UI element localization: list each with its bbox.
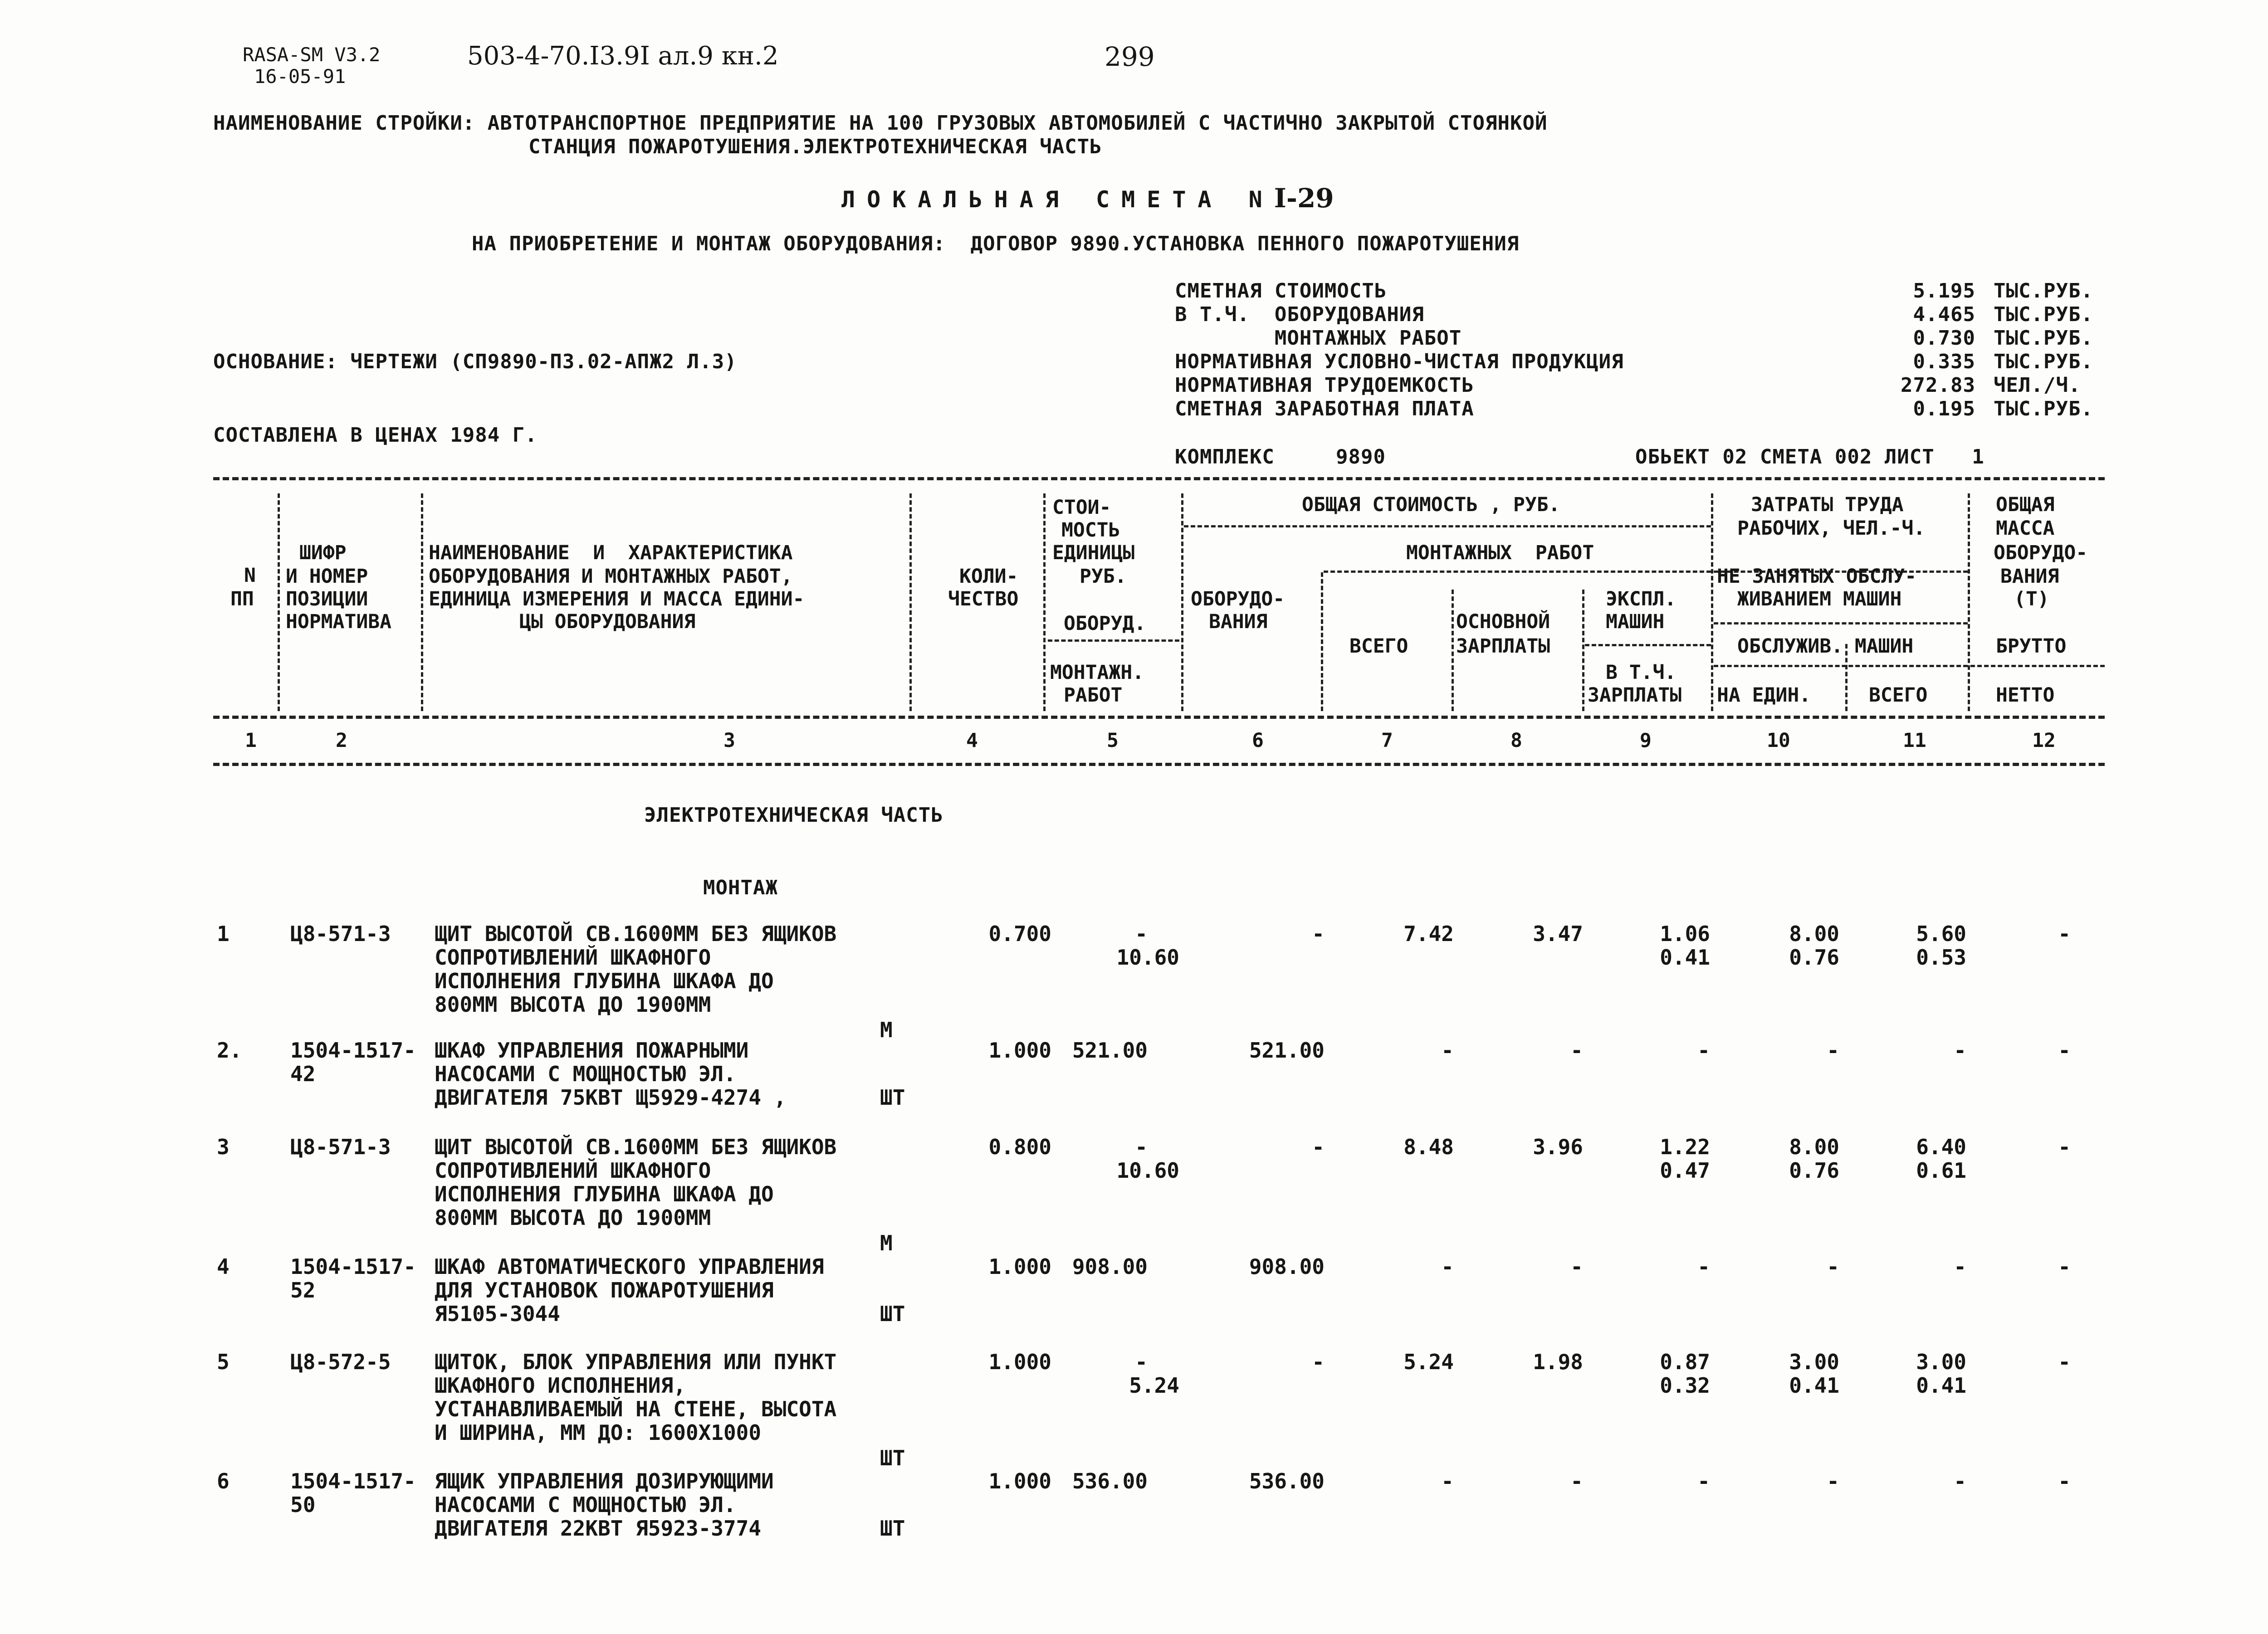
labor-per-unit: - xyxy=(1827,1469,1839,1493)
hdr-code: НОРМАТИВА xyxy=(286,610,391,633)
construction-name: НАИМЕНОВАНИЕ СТРОЙКИ: АВТОТРАНСПОРТНОЕ ПРЕДПРИЯТИЕ НА 100 ГРУЗОВЫХ АВТОМОБИЛЕЙ С ЧАСТИЧНО ЗАКРЫТОЙ СТОЯНКОЙ xyxy=(213,112,1548,135)
rule-header-bottom xyxy=(213,716,2105,719)
hdr-mass: НЕТТО xyxy=(1996,684,2055,707)
labor-per-unit: - xyxy=(1827,1254,1839,1279)
col-separator xyxy=(421,493,423,711)
rule-inner xyxy=(1970,665,2105,667)
item-description: НАСОСАМИ С МОЩНОСТЬЮ ЭЛ. xyxy=(435,1493,736,1517)
item-description: ШКАФ АВТОМАТИЧЕСКОГО УПРАВЛЕНИЯ xyxy=(435,1254,824,1279)
col-separator xyxy=(1181,493,1183,711)
hdr-base-wage: ОСНОВНОЙ xyxy=(1456,610,1550,633)
item-description: ЩИТ ВЫСОТОЙ СВ.1600ММ БЕЗ ЯЩИКОВ xyxy=(435,922,837,946)
complex-label: КОМПЛЕКС xyxy=(1175,445,1275,468)
hdr-desc: НАИМЕНОВАНИЕ И ХАРАКТЕРИСТИКА xyxy=(429,541,793,564)
mass: - xyxy=(2058,1469,2071,1493)
summary-value: 0.195 xyxy=(1913,397,1975,420)
labor-per-unit: 8.00 xyxy=(1789,922,1839,946)
item-description: ЩИТОК, БЛОК УПРАВЛЕНИЯ ИЛИ ПУНКТ xyxy=(435,1350,837,1374)
col-separator xyxy=(1968,493,1970,711)
installation-total: - xyxy=(1441,1038,1454,1063)
item-unit: М xyxy=(880,1018,893,1042)
item-unit: ШТ xyxy=(880,1516,905,1541)
item-description: ШКАФНОГО ИСПОЛНЕНИЯ, xyxy=(435,1373,686,1398)
col-separator xyxy=(1711,493,1713,711)
unit-cost-installation: 10.60 xyxy=(1116,1158,1179,1183)
rule-inner xyxy=(1585,644,1711,646)
quantity: 0.800 xyxy=(988,1135,1051,1159)
labor-total: - xyxy=(1954,1469,1966,1493)
summary-label: НОРМАТИВНАЯ УСЛОВНО-ЧИСТАЯ ПРОДУКЦИЯ xyxy=(1175,350,1624,373)
rule-inner xyxy=(1714,665,1968,667)
equipment-cost: 521.00 xyxy=(1249,1038,1325,1063)
hdr-machines: ЗАРПЛАТЫ xyxy=(1588,684,1682,707)
hdr-unit-cost: РУБ. xyxy=(1080,565,1127,588)
machine-labor-total: 0.41 xyxy=(1916,1373,1966,1398)
summary-unit: ТЫС.РУБ. xyxy=(1994,327,2093,350)
col-separator xyxy=(1452,590,1454,711)
base-wage: - xyxy=(1570,1038,1583,1063)
machine-labor-total: 0.61 xyxy=(1916,1158,1966,1183)
machine-wage: 0.47 xyxy=(1660,1158,1710,1183)
summary-value: 272.83 xyxy=(1901,374,1975,397)
item-description: ШКАФ УПРАВЛЕНИЯ ПОЖАРНЫМИ xyxy=(435,1038,749,1063)
base-wage: 3.47 xyxy=(1533,922,1583,946)
hdr-labor-sub: ЖИВАНИЕМ МАШИН xyxy=(1737,588,1902,610)
item-description: 800ММ ВЫСОТА ДО 1900ММ xyxy=(435,1205,711,1230)
summary-unit: ТЫС.РУБ. xyxy=(1994,397,2093,420)
hdr-mass: МАССА xyxy=(1996,517,2055,540)
hdr-unit-cost: МОНТАЖН. xyxy=(1050,661,1144,684)
hdr-equipment: ВАНИЯ xyxy=(1209,610,1268,633)
basis: ОСНОВАНИЕ: ЧЕРТЕЖИ (СП9890-П3.02-АПЖ2 Л.3) xyxy=(213,350,737,373)
summary-label: СМЕТНАЯ СТОИМОСТЬ xyxy=(1175,279,1387,302)
mass: - xyxy=(2058,1350,2071,1374)
norm-code: 1504-1517- xyxy=(290,1038,416,1063)
equipment-cost: 536.00 xyxy=(1249,1469,1325,1493)
page-number: 299 xyxy=(1105,41,1155,72)
hdr-total: ВСЕГО xyxy=(1349,635,1408,658)
column-number: 6 xyxy=(1252,729,1264,752)
hdr-mass: БРУТТО xyxy=(1996,635,2067,658)
column-number: 9 xyxy=(1640,729,1652,752)
unit-cost-installation: 5.24 xyxy=(1129,1373,1179,1398)
item-unit: М xyxy=(880,1231,893,1255)
hdr-mass: (Т) xyxy=(2014,588,2049,610)
summary-label: НОРМАТИВНАЯ ТРУДОЕМКОСТЬ xyxy=(1175,374,1474,397)
norm-code: Ц8-571-3 xyxy=(290,922,391,946)
equipment-cost: 908.00 xyxy=(1249,1254,1325,1279)
machine-labor-per-unit: 0.76 xyxy=(1789,1158,1839,1183)
rule-numbers-bottom xyxy=(213,763,2105,766)
hdr-machines: ЭКСПЛ. xyxy=(1606,588,1677,610)
machine-cost: - xyxy=(1697,1469,1710,1493)
row-number: 4 xyxy=(217,1254,230,1279)
hdr-unit-cost: МОСТЬ xyxy=(1061,519,1120,541)
norm-code-cont: 50 xyxy=(290,1493,316,1517)
object-sheet: ОБЬЕКТ 02 СМЕТА 002 ЛИСТ 1 xyxy=(1635,445,1984,468)
row-number: 1 xyxy=(217,922,230,946)
subsection-title: МОНТАЖ xyxy=(703,876,778,899)
machine-cost: - xyxy=(1697,1038,1710,1063)
mass: - xyxy=(2058,1135,2071,1159)
hdr-desc: ЕДИНИЦА ИЗМЕРЕНИЯ И МАССА ЕДИНИ- xyxy=(429,588,805,610)
item-description: ДВИГАТЕЛЯ 22КВТ Я5923-3774 xyxy=(435,1516,762,1541)
machine-wage: 0.41 xyxy=(1660,945,1710,970)
item-description: ИСПОЛНЕНИЯ ГЛУБИНА ШКАФА ДО xyxy=(435,1182,774,1206)
rule-top xyxy=(213,477,2105,480)
base-wage: 1.98 xyxy=(1533,1350,1583,1374)
norm-code: 1504-1517- xyxy=(290,1469,416,1493)
equipment-cost: - xyxy=(1312,1350,1325,1374)
labor-total: 6.40 xyxy=(1916,1135,1966,1159)
item-unit: ШТ xyxy=(880,1085,905,1110)
summary-unit: ТЫС.РУБ. xyxy=(1994,303,2093,326)
quantity: 1.000 xyxy=(988,1038,1051,1063)
hdr-mass: ОБОРУДО- xyxy=(1994,541,2088,564)
col-separator xyxy=(278,493,280,711)
unit-cost-equipment: - xyxy=(1135,1135,1148,1159)
section-title: ЭЛЕКТРОТЕХНИЧЕСКАЯ ЧАСТЬ xyxy=(644,804,943,827)
equipment-cost: - xyxy=(1312,1135,1325,1159)
labor-per-unit: - xyxy=(1827,1038,1839,1063)
hdr-labor-sub: НЕ ЗАНЯТЫХ ОБСЛУ- xyxy=(1717,565,1917,588)
col-separator xyxy=(1043,493,1046,711)
machine-cost: 1.06 xyxy=(1660,922,1710,946)
hdr-code: ПОЗИЦИИ xyxy=(286,588,368,610)
machine-cost: 1.22 xyxy=(1660,1135,1710,1159)
item-description: УСТАНАВЛИВАЕМЫЙ НА СТЕНЕ, ВЫСОТА xyxy=(435,1397,837,1421)
base-wage: - xyxy=(1570,1469,1583,1493)
hdr-qty: ЧЕСТВО xyxy=(948,588,1019,610)
summary-label: СМЕТНАЯ ЗАРАБОТНАЯ ПЛАТА xyxy=(1175,397,1474,420)
hdr-labor-sub: ОБСЛУЖИВ. МАШИН xyxy=(1737,635,1914,658)
item-description: СОПРОТИВЛЕНИЙ ШКАФНОГО xyxy=(435,1158,711,1183)
mass: - xyxy=(2058,1038,2071,1063)
hdr-unit-cost: ОБОРУД. xyxy=(1064,612,1146,635)
base-wage: 3.96 xyxy=(1533,1135,1583,1159)
base-wage: - xyxy=(1570,1254,1583,1279)
row-number: 5 xyxy=(217,1350,230,1374)
rule-inner xyxy=(1184,525,1711,527)
labor-total: 3.00 xyxy=(1916,1350,1966,1374)
price-level: СОСТАВЛЕНА В ЦЕНАХ 1984 Г. xyxy=(213,424,538,447)
rule-inner xyxy=(1714,622,1968,624)
row-number: 6 xyxy=(217,1469,230,1493)
machine-cost: 0.87 xyxy=(1660,1350,1710,1374)
unit-cost-equipment: - xyxy=(1135,1350,1148,1374)
column-number: 2 xyxy=(336,729,347,752)
summary-label: В Т.Ч. ОБОРУДОВАНИЯ xyxy=(1175,303,1424,326)
machine-labor-per-unit: 0.41 xyxy=(1789,1373,1839,1398)
column-number: 1 xyxy=(245,729,257,752)
item-description: ДЛЯ УСТАНОВОК ПОЖАРОТУШЕНИЯ xyxy=(435,1278,774,1302)
summary-unit: ТЫС.РУБ. xyxy=(1994,350,2093,373)
hdr-unit-cost: СТОИ- xyxy=(1052,496,1111,519)
row-number: 2. xyxy=(217,1038,242,1063)
summary-value: 0.335 xyxy=(1913,350,1975,373)
installation-total: - xyxy=(1441,1469,1454,1493)
quantity: 1.000 xyxy=(988,1254,1051,1279)
quantity: 1.000 xyxy=(988,1469,1051,1493)
item-description: 800ММ ВЫСОТА ДО 1900ММ xyxy=(435,992,711,1017)
hdr-installation: МОНТАЖНЫХ РАБОТ xyxy=(1406,541,1594,564)
summary-label: МОНТАЖНЫХ РАБОТ xyxy=(1175,327,1462,350)
unit-cost-equipment: 536.00 xyxy=(1072,1469,1148,1493)
estimate-subtitle: НА ПРИОБРЕТЕНИЕ И МОНТАЖ ОБОРУДОВАНИЯ: ДОГОВОР 9890.УСТАНОВКА ПЕННОГО ПОЖАРОТУШЕНИЯ xyxy=(472,232,1520,255)
hdr-n: N xyxy=(244,564,256,587)
norm-code-cont: 42 xyxy=(290,1062,316,1086)
column-number: 4 xyxy=(966,729,978,752)
complex-value: 9890 xyxy=(1336,445,1386,468)
unit-cost-installation: 10.60 xyxy=(1116,945,1179,970)
labor-total: 5.60 xyxy=(1916,922,1966,946)
col-separator xyxy=(1582,590,1584,711)
machine-labor-per-unit: 0.76 xyxy=(1789,945,1839,970)
col-separator xyxy=(909,493,912,711)
item-description: ЩИТ ВЫСОТОЙ СВ.1600ММ БЕЗ ЯЩИКОВ xyxy=(435,1135,837,1159)
item-unit: ШТ xyxy=(880,1446,905,1470)
hdr-machines: В Т.Ч. xyxy=(1606,661,1677,684)
labor-total: - xyxy=(1954,1254,1966,1279)
rule-inner xyxy=(1324,571,1711,573)
norm-code: 1504-1517- xyxy=(290,1254,416,1279)
hdr-base-wage: ЗАРПЛАТЫ xyxy=(1456,635,1550,658)
mass: - xyxy=(2058,1254,2071,1279)
quantity: 1.000 xyxy=(988,1350,1051,1374)
machine-wage: 0.32 xyxy=(1660,1373,1710,1398)
quantity: 0.700 xyxy=(988,922,1051,946)
hdr-unit-cost: РАБОТ xyxy=(1064,684,1123,707)
construction-subname: СТАНЦИЯ ПОЖАРОТУШЕНИЯ.ЭЛЕКТРОТЕХНИЧЕСКАЯ ЧАСТЬ xyxy=(528,135,1102,158)
summary-value: 5.195 xyxy=(1913,279,1975,302)
norm-code-cont: 52 xyxy=(290,1278,316,1302)
norm-code: Ц8-572-5 xyxy=(290,1350,391,1374)
row-number: 3 xyxy=(217,1135,230,1159)
unit-cost-equipment: 521.00 xyxy=(1072,1038,1148,1063)
summary-value: 0.730 xyxy=(1913,327,1975,350)
column-number: 8 xyxy=(1510,729,1522,752)
hdr-unit-cost: ЕДИНИЦЫ xyxy=(1052,541,1135,564)
column-number: 7 xyxy=(1381,729,1393,752)
equipment-cost: - xyxy=(1312,922,1325,946)
labor-per-unit: 8.00 xyxy=(1789,1135,1839,1159)
summary-unit: ТЫС.РУБ. xyxy=(1994,279,2093,302)
hdr-code: ШИФР xyxy=(299,541,347,564)
labor-per-unit: 3.00 xyxy=(1789,1350,1839,1374)
item-description: ДВИГАТЕЛЯ 75КВТ Щ5929-4274 , xyxy=(435,1085,787,1110)
estimate-number: I-29 xyxy=(1274,183,1334,214)
hdr-total-cost: ОБЩАЯ СТОИМОСТЬ , РУБ. xyxy=(1302,493,1560,516)
item-description: СОПРОТИВЛЕНИЙ ШКАФНОГО xyxy=(435,945,711,970)
column-number: 12 xyxy=(2032,729,2056,752)
norm-code: Ц8-571-3 xyxy=(290,1135,391,1159)
column-number: 5 xyxy=(1107,729,1119,752)
installation-total: - xyxy=(1441,1254,1454,1279)
hdr-code: И НОМЕР xyxy=(286,565,368,588)
hdr-mass: ВАНИЯ xyxy=(2000,565,2059,588)
hdr-pp: ПП xyxy=(230,588,254,610)
print-date: 16-05-91 xyxy=(254,65,346,88)
mass: - xyxy=(2058,922,2071,946)
hdr-desc: ЦЫ ОБОРУДОВАНИЯ xyxy=(519,610,696,633)
installation-total: 8.48 xyxy=(1403,1135,1454,1159)
summary-value: 4.465 xyxy=(1913,303,1975,326)
document-number: 503-4-70.I3.9I ал.9 кн.2 xyxy=(467,41,779,71)
hdr-equipment: ОБОРУДО- xyxy=(1191,588,1285,610)
rule-inner xyxy=(1048,639,1179,642)
item-description: НАСОСАМИ С МОЩНОСТЬЮ ЭЛ. xyxy=(435,1062,736,1086)
hdr-machines: МАШИН xyxy=(1606,610,1665,633)
item-description: И ШИРИНА, ММ ДО: 1600Х1000 xyxy=(435,1420,762,1445)
item-description: ЯЩИК УПРАВЛЕНИЯ ДОЗИРУЮЩИМИ xyxy=(435,1469,774,1493)
estimate-title: ЛОКАЛЬНАЯ СМЕТА NI-29 xyxy=(841,183,1334,214)
hdr-qty: КОЛИ- xyxy=(959,565,1018,588)
column-number: 3 xyxy=(723,729,735,752)
machine-labor-total: 0.53 xyxy=(1916,945,1966,970)
hdr-desc: ОБОРУДОВАНИЯ И МОНТАЖНЫХ РАБОТ, xyxy=(429,565,793,588)
labor-total: - xyxy=(1954,1038,1966,1063)
machine-cost: - xyxy=(1697,1254,1710,1279)
item-unit: ШТ xyxy=(880,1302,905,1326)
installation-total: 7.42 xyxy=(1403,922,1454,946)
column-number: 11 xyxy=(1903,729,1926,752)
summary-unit: ЧЕЛ./Ч. xyxy=(1994,374,2081,397)
hdr-labor: ЗАТРАТЫ ТРУДА xyxy=(1751,493,1904,516)
hdr-labor-total: ВСЕГО xyxy=(1869,684,1928,707)
hdr-labor: РАБОЧИХ, ЧЕЛ.-Ч. xyxy=(1737,517,1926,540)
unit-cost-equipment: 908.00 xyxy=(1072,1254,1148,1279)
hdr-per-unit: НА ЕДИН. xyxy=(1717,684,1811,707)
col-separator xyxy=(1321,572,1323,711)
item-description: Я5105-3044 xyxy=(435,1302,560,1326)
program-version: RASA-SM V3.2 xyxy=(243,44,381,66)
item-description: ИСПОЛНЕНИЯ ГЛУБИНА ШКАФА ДО xyxy=(435,969,774,993)
installation-total: 5.24 xyxy=(1403,1350,1454,1374)
unit-cost-equipment: - xyxy=(1135,922,1148,946)
hdr-mass: ОБЩАЯ xyxy=(1996,493,2055,516)
column-number: 10 xyxy=(1767,729,1790,752)
